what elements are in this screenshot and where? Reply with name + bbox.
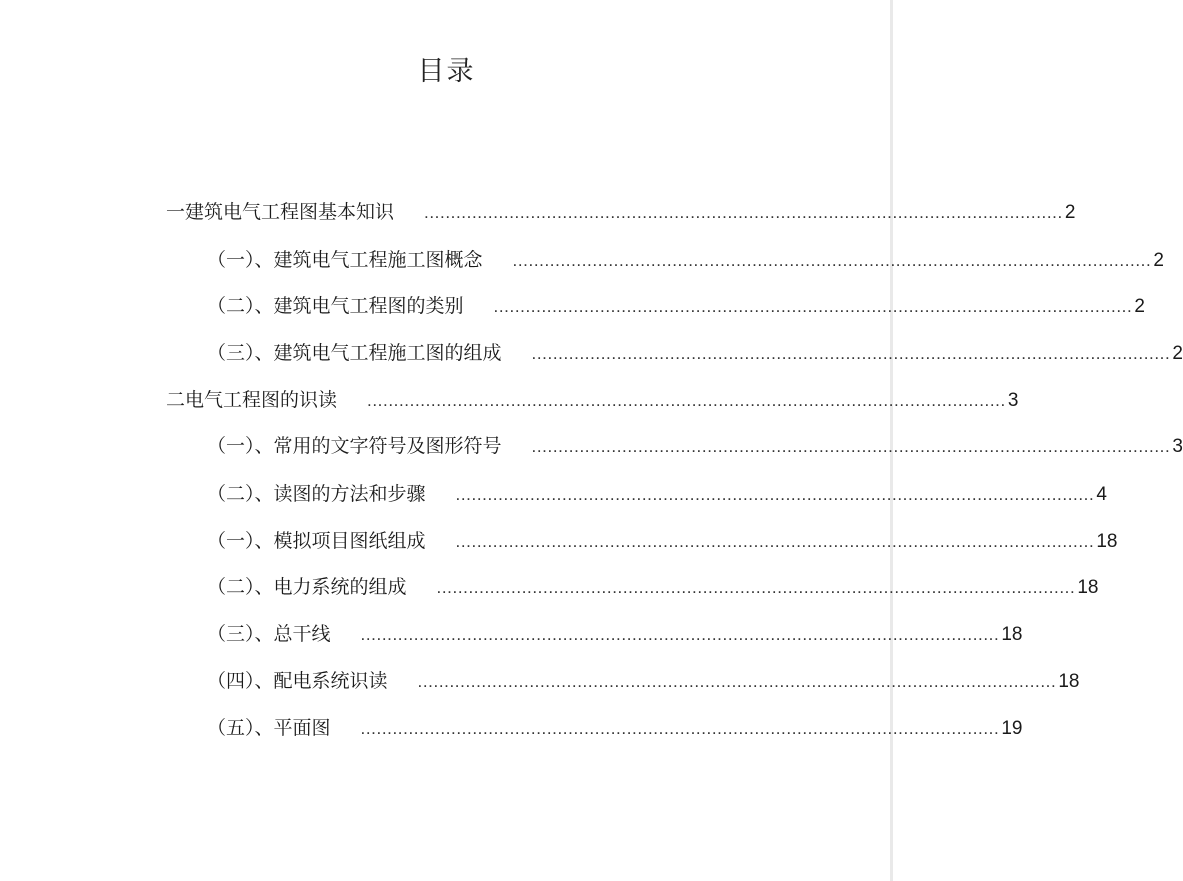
toc-entry-number: （一）、 (207, 435, 274, 457)
toc-entry[interactable] (207, 480, 1107, 508)
toc-entry[interactable] (207, 667, 1080, 695)
toc-entry[interactable] (166, 198, 1076, 226)
toc-entry-label: 常用的文字符号及图形符号 (273, 435, 502, 457)
toc-entry-page: 2 (1134, 296, 1145, 317)
toc-entry-page: 3 (1172, 436, 1183, 457)
toc-entry-page: 18 (1001, 624, 1023, 645)
toc-entry-number: （一）、 (207, 249, 274, 271)
toc-entry-leader: ........................................................................................................................ (512, 251, 1152, 270)
toc-entry-page: 18 (1058, 671, 1080, 692)
toc-entry[interactable] (207, 292, 1145, 320)
toc-entry-label: 建筑电气工程图的类别 (273, 295, 464, 317)
toc-entry-number: （二）、 (207, 576, 274, 598)
toc-entry[interactable] (207, 714, 1023, 742)
toc-entry[interactable] (207, 527, 1118, 555)
toc-entry[interactable] (207, 339, 1183, 367)
toc-entry-leader: ........................................................................................................................ (417, 672, 1057, 691)
toc-entry-leader: ........................................................................................................................ (436, 578, 1076, 597)
toc-entry-number: （五）、 (207, 717, 274, 739)
toc-entry-page: 2 (1064, 202, 1076, 223)
toc-entry-page: 18 (1077, 577, 1099, 598)
toc-entry[interactable] (207, 573, 1099, 601)
toc-entry-page: 3 (1007, 390, 1019, 411)
toc-entry-number: （二）、 (207, 295, 274, 317)
toc-entry-leader: ........................................................................................................................ (531, 344, 1171, 363)
toc-entry-label: 建筑电气工程施工图概念 (273, 249, 483, 271)
toc-entry-label: 建筑电气工程图基本知识 (185, 201, 395, 223)
toc-entry-page: 2 (1153, 250, 1164, 271)
toc-entry-page: 2 (1172, 343, 1183, 364)
page-title: 目录 (417, 56, 476, 87)
toc-entry[interactable] (207, 620, 1023, 648)
toc-entry[interactable] (207, 246, 1164, 274)
toc-entry-label: 电气工程图的识读 (185, 389, 338, 411)
toc-entry-number: （四）、 (207, 670, 274, 692)
toc-entry-number: （三）、 (207, 342, 274, 364)
toc-entry-leader: ........................................................................................................................ (424, 203, 1063, 222)
toc-entry-leader: ........................................................................................................................ (455, 532, 1095, 551)
toc-entry-label: 总干线 (273, 623, 331, 645)
toc-entry-page: 4 (1096, 484, 1107, 505)
toc-entry-number: 二 (166, 389, 186, 411)
toc-entry-number: 一 (166, 201, 186, 223)
toc-entry-leader: ........................................................................................................................ (455, 485, 1095, 504)
toc-entry-label: 配电系统识读 (273, 670, 388, 692)
toc-entry-leader: ........................................................................................................................ (493, 297, 1133, 316)
toc-entry-label: 平面图 (273, 717, 331, 739)
toc-entry-page: 18 (1096, 531, 1118, 552)
toc-entry-label: 读图的方法和步骤 (273, 483, 426, 505)
toc-entry-label: 模拟项目图纸组成 (273, 530, 426, 552)
toc-entry-label: 电力系统的组成 (273, 576, 407, 598)
toc-entry-number: （三）、 (207, 623, 274, 645)
toc-entry-leader: ........................................................................................................................ (360, 719, 1000, 738)
toc-entry[interactable] (207, 432, 1183, 460)
toc-entry-label: 建筑电气工程施工图的组成 (273, 342, 502, 364)
toc-entry-leader: ........................................................................................................................ (360, 625, 1000, 644)
toc-entry-number: （一）、 (207, 530, 274, 552)
toc-entry[interactable] (166, 386, 1019, 414)
toc-entry-leader: ........................................................................................................................ (531, 437, 1171, 456)
toc-entry-page: 19 (1001, 718, 1023, 739)
toc-entry-number: （二）、 (207, 483, 274, 505)
toc-entry-leader: ........................................................................................................................ (367, 391, 1006, 410)
